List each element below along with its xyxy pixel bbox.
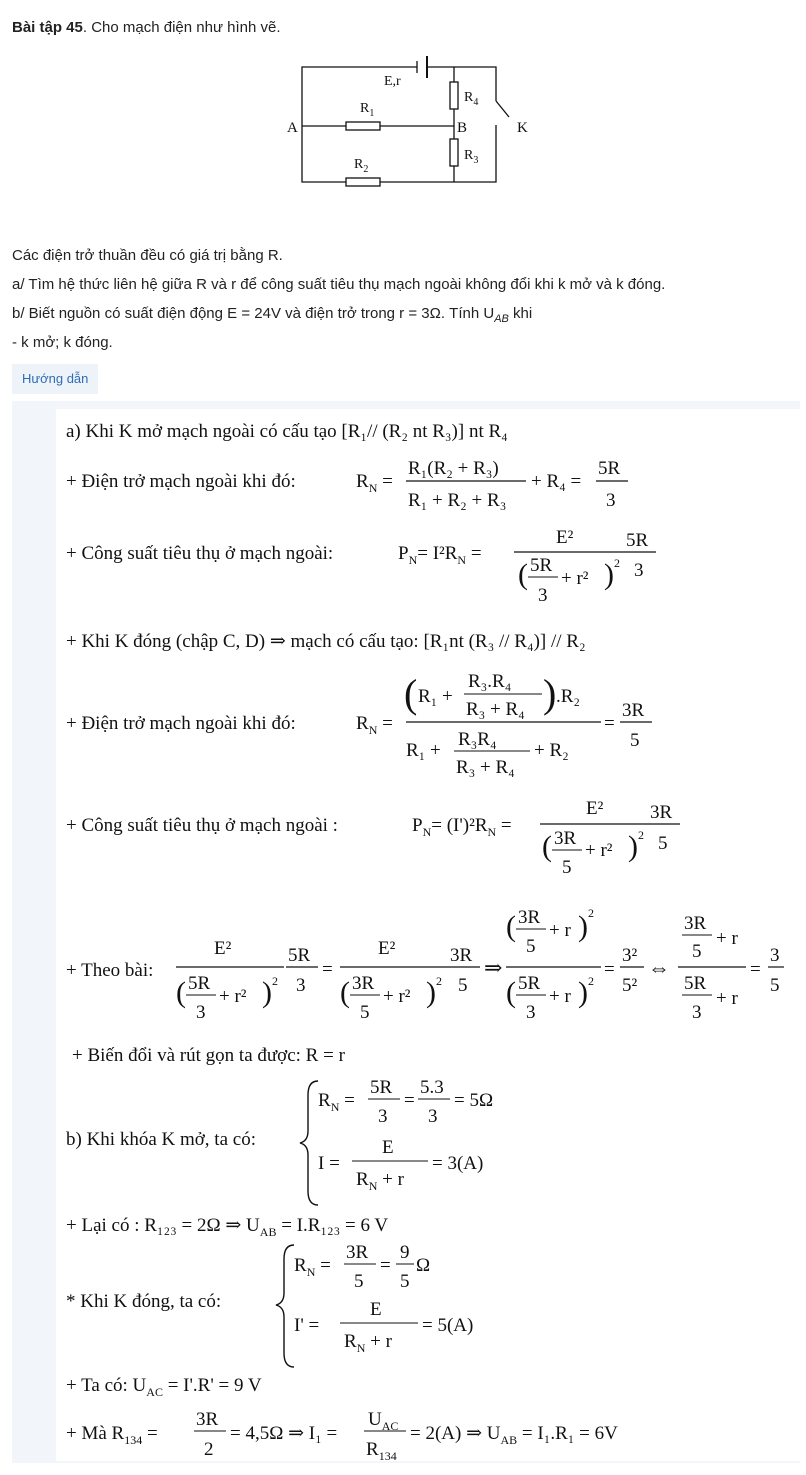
sol-line-9-label: b) Khi khóa K mở, ta có: (66, 1129, 256, 1150)
sol-2-res-den: 3 (606, 490, 616, 511)
sol-5-res-num: 3R (622, 700, 645, 721)
sol-7-a-sq: 2 (272, 974, 278, 988)
sol-13-f-num: 3R (196, 1409, 219, 1430)
problem-statement-1: Các điện trở thuần đều có giá trị bằng R. (12, 247, 283, 264)
sol-5-in-den: R₃ + R₄ (466, 699, 525, 720)
sol-10-sub: AB (259, 1225, 277, 1239)
label-node-b: B (457, 120, 468, 136)
sol-line-4: + Khi K đóng (chập C, D) ⇒ mạch có cấu tạo: [R₁nt (R₃ // R₄)] // R₂ (66, 631, 586, 652)
sol-2-res-num: 5R (598, 458, 621, 479)
sol-6-mid: = (I')²R (431, 815, 488, 836)
sol-3-sq: 2 (614, 556, 620, 570)
svg-text:= 2(A) ⇒ UAB = I₁.R₁ = 6V (410, 1423, 618, 1447)
label-r2: R (354, 157, 364, 172)
sol-6-mid-sub: N (487, 825, 497, 839)
sol-line-7-label: + Theo bài: (66, 960, 154, 981)
sol-7-a-f-num: 5R (288, 945, 311, 966)
statement-3-sub: AB (494, 313, 509, 325)
sol-13-u-num: U (368, 1409, 382, 1430)
sol-3-mid-sub: N (457, 553, 467, 567)
sol-3-den-den: 3 (538, 585, 548, 606)
sol-7-final-den: 5 (770, 975, 780, 996)
sol-11-l1-a-num: 3R (346, 1242, 369, 1263)
sol-11-l1-b-num: 9 (400, 1242, 410, 1263)
svg-text:RN =: $R_N$ = (318, 1090, 355, 1114)
sol-7-f-num: 5R (684, 973, 707, 994)
sol-6-lhs-sub: N (422, 825, 432, 839)
sol-7-b-den: 5 (360, 1002, 370, 1023)
problem-statement-3 (12, 305, 532, 325)
sol-7-c-r: + r (549, 920, 571, 941)
sol-11-l1-sub: N (306, 1265, 316, 1279)
problem-number: Bài tập 45 (12, 19, 83, 36)
sol-13-u-num-sub: AC (381, 1419, 399, 1433)
sol-13-u-den-sub: 134 (378, 1449, 397, 1463)
svg-text:RN + r (356, 1169, 405, 1193)
svg-text:): ) (578, 976, 588, 1009)
sol-7-d-sq: 2 (588, 974, 594, 988)
sol-5-den-tail: + R₂ (534, 740, 569, 761)
sol-7-d-den: 3 (526, 1002, 536, 1023)
svg-text:): ) (543, 671, 557, 716)
sol-13-tail: = 2(A) ⇒ U (410, 1423, 501, 1444)
sol-9-l2-den: R (356, 1169, 369, 1190)
problem-statement-2: a/ Tìm hệ thức liên hệ giữa R và r để công suất tiêu thụ mạch ngoài không đổi khi k mở và k đóng. (12, 276, 666, 293)
sol-5-den-num: R₃R₄ (458, 729, 497, 750)
sol-7-b-num: 3R (352, 973, 375, 994)
sol-7-c-num: 3R (518, 907, 541, 928)
sol-2-lhs-sub: N (368, 481, 378, 495)
guide-button[interactable]: Hướng dẫn (12, 364, 98, 394)
sol-line-2-label: + Điện trở mạch ngoài khi đó: (66, 471, 296, 492)
sol-6-sq: 2 (638, 828, 644, 842)
sol-line-12: + Ta có: U (66, 1375, 147, 1396)
sol-3-f-num: 5R (626, 530, 649, 551)
sol-7-arrow: ⇒ (484, 955, 503, 980)
sol-9-l1-lhs: R (318, 1090, 331, 1111)
sol-11-l1-lhs: R (294, 1255, 307, 1276)
sol-7-e-num: 3R (684, 913, 707, 934)
sol-2-den: R₁ + R₂ + R₃ (408, 490, 507, 511)
sol-6-f-den: 5 (658, 833, 668, 854)
svg-text:+ Ta có: UAC = I'.R' = 9 V (66, 1375, 262, 1399)
sol-2-tail: + R₄ = (531, 471, 582, 492)
sol-11-l2-den-sub: N (356, 1341, 366, 1355)
problem-statement-4: - k mở; k đóng. (12, 334, 113, 351)
sol-9-l1-tail: = 5Ω (454, 1090, 494, 1111)
svg-text:R4 (464, 90, 478, 108)
sol-7-a-den: 3 (196, 1002, 206, 1023)
svg-text:): ) (262, 976, 272, 1009)
sol-2-num: R₁(R₂ + R₃) (408, 458, 499, 479)
label-r3-sub: 3 (473, 155, 479, 166)
sol-9-l2-lhs: I = (318, 1153, 340, 1174)
statement-3-text: b/ Biết nguồn có suất điện động E = 24V và điện trở trong r = 3Ω. Tính U (12, 305, 495, 322)
sol-line-10: + Lại có : R₁₂₃ = 2Ω ⇒ U (66, 1215, 260, 1236)
svg-text:(: ( (506, 976, 516, 1009)
sol-7-iff: ⇔ (648, 955, 670, 980)
svg-text:R2 (354, 157, 368, 175)
sol-line-6-label: + Công suất tiêu thụ ở mạch ngoài : (66, 815, 338, 836)
sol-5-res-den: 5 (630, 730, 640, 751)
sol-7-a-num: 5R (188, 973, 211, 994)
sol-11-l2-den: R (344, 1331, 357, 1352)
sol-5-den-den: R₃ + R₄ (456, 757, 515, 778)
svg-text:R1 (360, 101, 374, 119)
svg-text:=: = (750, 959, 761, 980)
circuit-diagram (282, 55, 528, 185)
svg-text:PN= (I')²RN =: $P_N= (I')^2R_N$ = (412, 815, 512, 839)
sol-7-ratio-den: 5² (622, 975, 638, 996)
svg-text:=: = (322, 959, 333, 980)
sol-7-b-e2: E² (378, 938, 396, 959)
sol-11-l2-tail: = 5(A) (422, 1315, 474, 1336)
sol-2-lhs: R (356, 471, 369, 492)
label-r2-sub: 2 (363, 164, 369, 175)
svg-text:+ Lại có : R₁₂₃ = 2Ω ⇒ UAB = (66, 1215, 388, 1239)
svg-text:(: ( (506, 910, 516, 943)
sol-3-mid: = I²R (417, 543, 458, 564)
solution-content (56, 409, 806, 1461)
sol-11-l2-den-tail: + r (365, 1331, 392, 1352)
svg-text:(: ( (518, 558, 528, 591)
sol-line-1: a) Khi K mở mạch ngoài có cấu tạo [R₁// (R₂ nt R₃)] nt R₄ (66, 421, 508, 442)
svg-text:=: = (380, 1255, 391, 1276)
sol-9-l2-tail: = 3(A) (432, 1153, 484, 1174)
sol-7-c-sq: 2 (588, 906, 594, 920)
sol-11-l2-num: E (370, 1299, 382, 1320)
sol-line-11-label: * Khi K đóng, ta có: (66, 1291, 222, 1312)
sol-6-den-den: 5 (562, 857, 572, 878)
svg-text:(: ( (542, 830, 552, 863)
svg-text:): ) (628, 830, 638, 863)
sol-9-l2-den-tail: + r (377, 1169, 404, 1190)
svg-text:RN =: $R_N$ = (294, 1255, 331, 1279)
svg-text:UAC (368, 1409, 398, 1433)
sol-11-l1-b-den: 5 (400, 1271, 410, 1292)
label-r4: R (464, 90, 474, 105)
problem-title (12, 19, 281, 36)
sol-6-lhs: P (412, 815, 423, 836)
sol-5-tail: .R₂ (556, 686, 581, 707)
sol-5-r1: R₁ + (418, 686, 453, 707)
label-source: E,r (384, 74, 401, 89)
svg-text:(: ( (404, 671, 418, 716)
sol-6-den-tail: + r² (585, 840, 613, 861)
label-r4-sub: 4 (473, 97, 479, 108)
sol-7-a-r2: + r² (219, 986, 247, 1007)
solution-panel (12, 401, 800, 1463)
sol-3-den-num: 5R (530, 555, 553, 576)
sol-7-final-num: 3 (770, 945, 780, 966)
sol-12-sub: AC (146, 1385, 163, 1399)
sol-7-a-f-den: 3 (296, 975, 306, 996)
sol-11-l1-tail: Ω (416, 1255, 431, 1276)
statement-3-tail: khi (508, 305, 533, 322)
label-r1-sub: 1 (369, 108, 375, 119)
sol-7-f-r: + r (716, 988, 738, 1009)
svg-text:RN =: $R_N$ = (356, 471, 393, 495)
sol-5-lhs: R (356, 713, 369, 734)
sol-line-8: + Biến đổi và rút gọn ta được: R = r (72, 1045, 345, 1066)
sol-10-tail: = I.R₁₂₃ = 6 V (276, 1215, 389, 1236)
sol-13-u-den: R (366, 1439, 379, 1460)
solution-equations (56, 409, 806, 1461)
sol-11-l2-lhs: I' = (294, 1315, 320, 1336)
sol-3-num: E² (556, 527, 574, 548)
sol-9-l1-sub: N (330, 1100, 340, 1114)
svg-text:(: ( (176, 976, 186, 1009)
sol-7-b-f-num: 3R (450, 945, 473, 966)
sol-3-f-den: 3 (634, 560, 644, 581)
sol-13-end: = I₁.R₁ = 6V (517, 1423, 618, 1444)
sol-6-den-num: 3R (554, 828, 577, 849)
sol-7-d-r: + r (549, 986, 571, 1007)
sol-5-in-num: R₃.R₄ (468, 671, 512, 692)
sol-7-c-den: 5 (526, 936, 536, 957)
sol-line-3-label: + Công suất tiêu thụ ở mạch ngoài: (66, 543, 334, 564)
sol-11-l1-a-den: 5 (354, 1271, 364, 1292)
svg-text:R134 (366, 1439, 397, 1463)
sol-7-a-e2: E² (214, 938, 232, 959)
sol-13-tail-sub: AB (500, 1433, 518, 1447)
svg-text:RN =: $R_N$ = (356, 713, 393, 737)
sol-7-ratio-num: 3² (622, 945, 638, 966)
svg-text:): ) (604, 558, 614, 591)
sol-line-5-label: + Điện trở mạch ngoài khi đó: (66, 713, 296, 734)
svg-text:(: ( (340, 976, 350, 1009)
sol-3-lhs: P (398, 543, 409, 564)
svg-text:=: = (604, 959, 615, 980)
sol-7-b-sq: 2 (436, 974, 442, 988)
svg-text:): ) (578, 910, 588, 943)
sol-9-l1-a-den: 3 (378, 1106, 388, 1127)
sol-13-sub: 134 (124, 1433, 143, 1447)
label-r1: R (360, 101, 370, 116)
sol-5-lhs-sub: N (368, 723, 378, 737)
sol-3-lhs-sub: N (408, 553, 418, 567)
sol-9-l2-num: E (382, 1137, 394, 1158)
sol-5-den-r1: R₁ + (406, 740, 441, 761)
sol-9-l1-a-num: 5R (370, 1077, 393, 1098)
svg-text:+ Mà R134 =: + Mà $R_{134}$ = (66, 1423, 158, 1447)
sol-7-e-den: 5 (692, 941, 702, 962)
svg-text:=: = (604, 713, 615, 734)
sol-3-den-tail: + r² (561, 568, 589, 589)
svg-text:R3 (464, 148, 478, 166)
sol-7-f-den: 3 (692, 1002, 702, 1023)
sol-12-tail: = I'.R' = 9 V (162, 1375, 262, 1396)
label-switch: K (517, 120, 528, 136)
svg-text:=: = (404, 1090, 415, 1111)
sol-6-f-num: 3R (650, 802, 673, 823)
sol-13-mid: = 4,5Ω ⇒ I₁ = (230, 1423, 338, 1444)
sol-9-l1-b-den: 3 (428, 1106, 438, 1127)
svg-text:RN + r (344, 1331, 393, 1355)
svg-text:PN= I²RN =: $P_N= I^2R_N$ = (398, 543, 482, 567)
sol-6-num: E² (586, 798, 604, 819)
sol-7-e-r: + r (716, 928, 738, 949)
sol-7-b-r2: + r² (383, 986, 411, 1007)
label-r3: R (464, 148, 474, 163)
sol-7-b-f-den: 5 (458, 975, 468, 996)
sol-line-13: + Mà R (66, 1423, 125, 1444)
sol-9-l1-b-num: 5.3 (420, 1077, 444, 1098)
sol-7-d-num: 5R (518, 973, 541, 994)
label-node-a: A (287, 120, 298, 136)
problem-title-text: . Cho mạch điện như hình vẽ. (82, 19, 281, 36)
svg-text:): ) (426, 976, 436, 1009)
sol-9-l2-den-sub: N (368, 1179, 378, 1193)
sol-13-f-den: 2 (204, 1439, 214, 1460)
